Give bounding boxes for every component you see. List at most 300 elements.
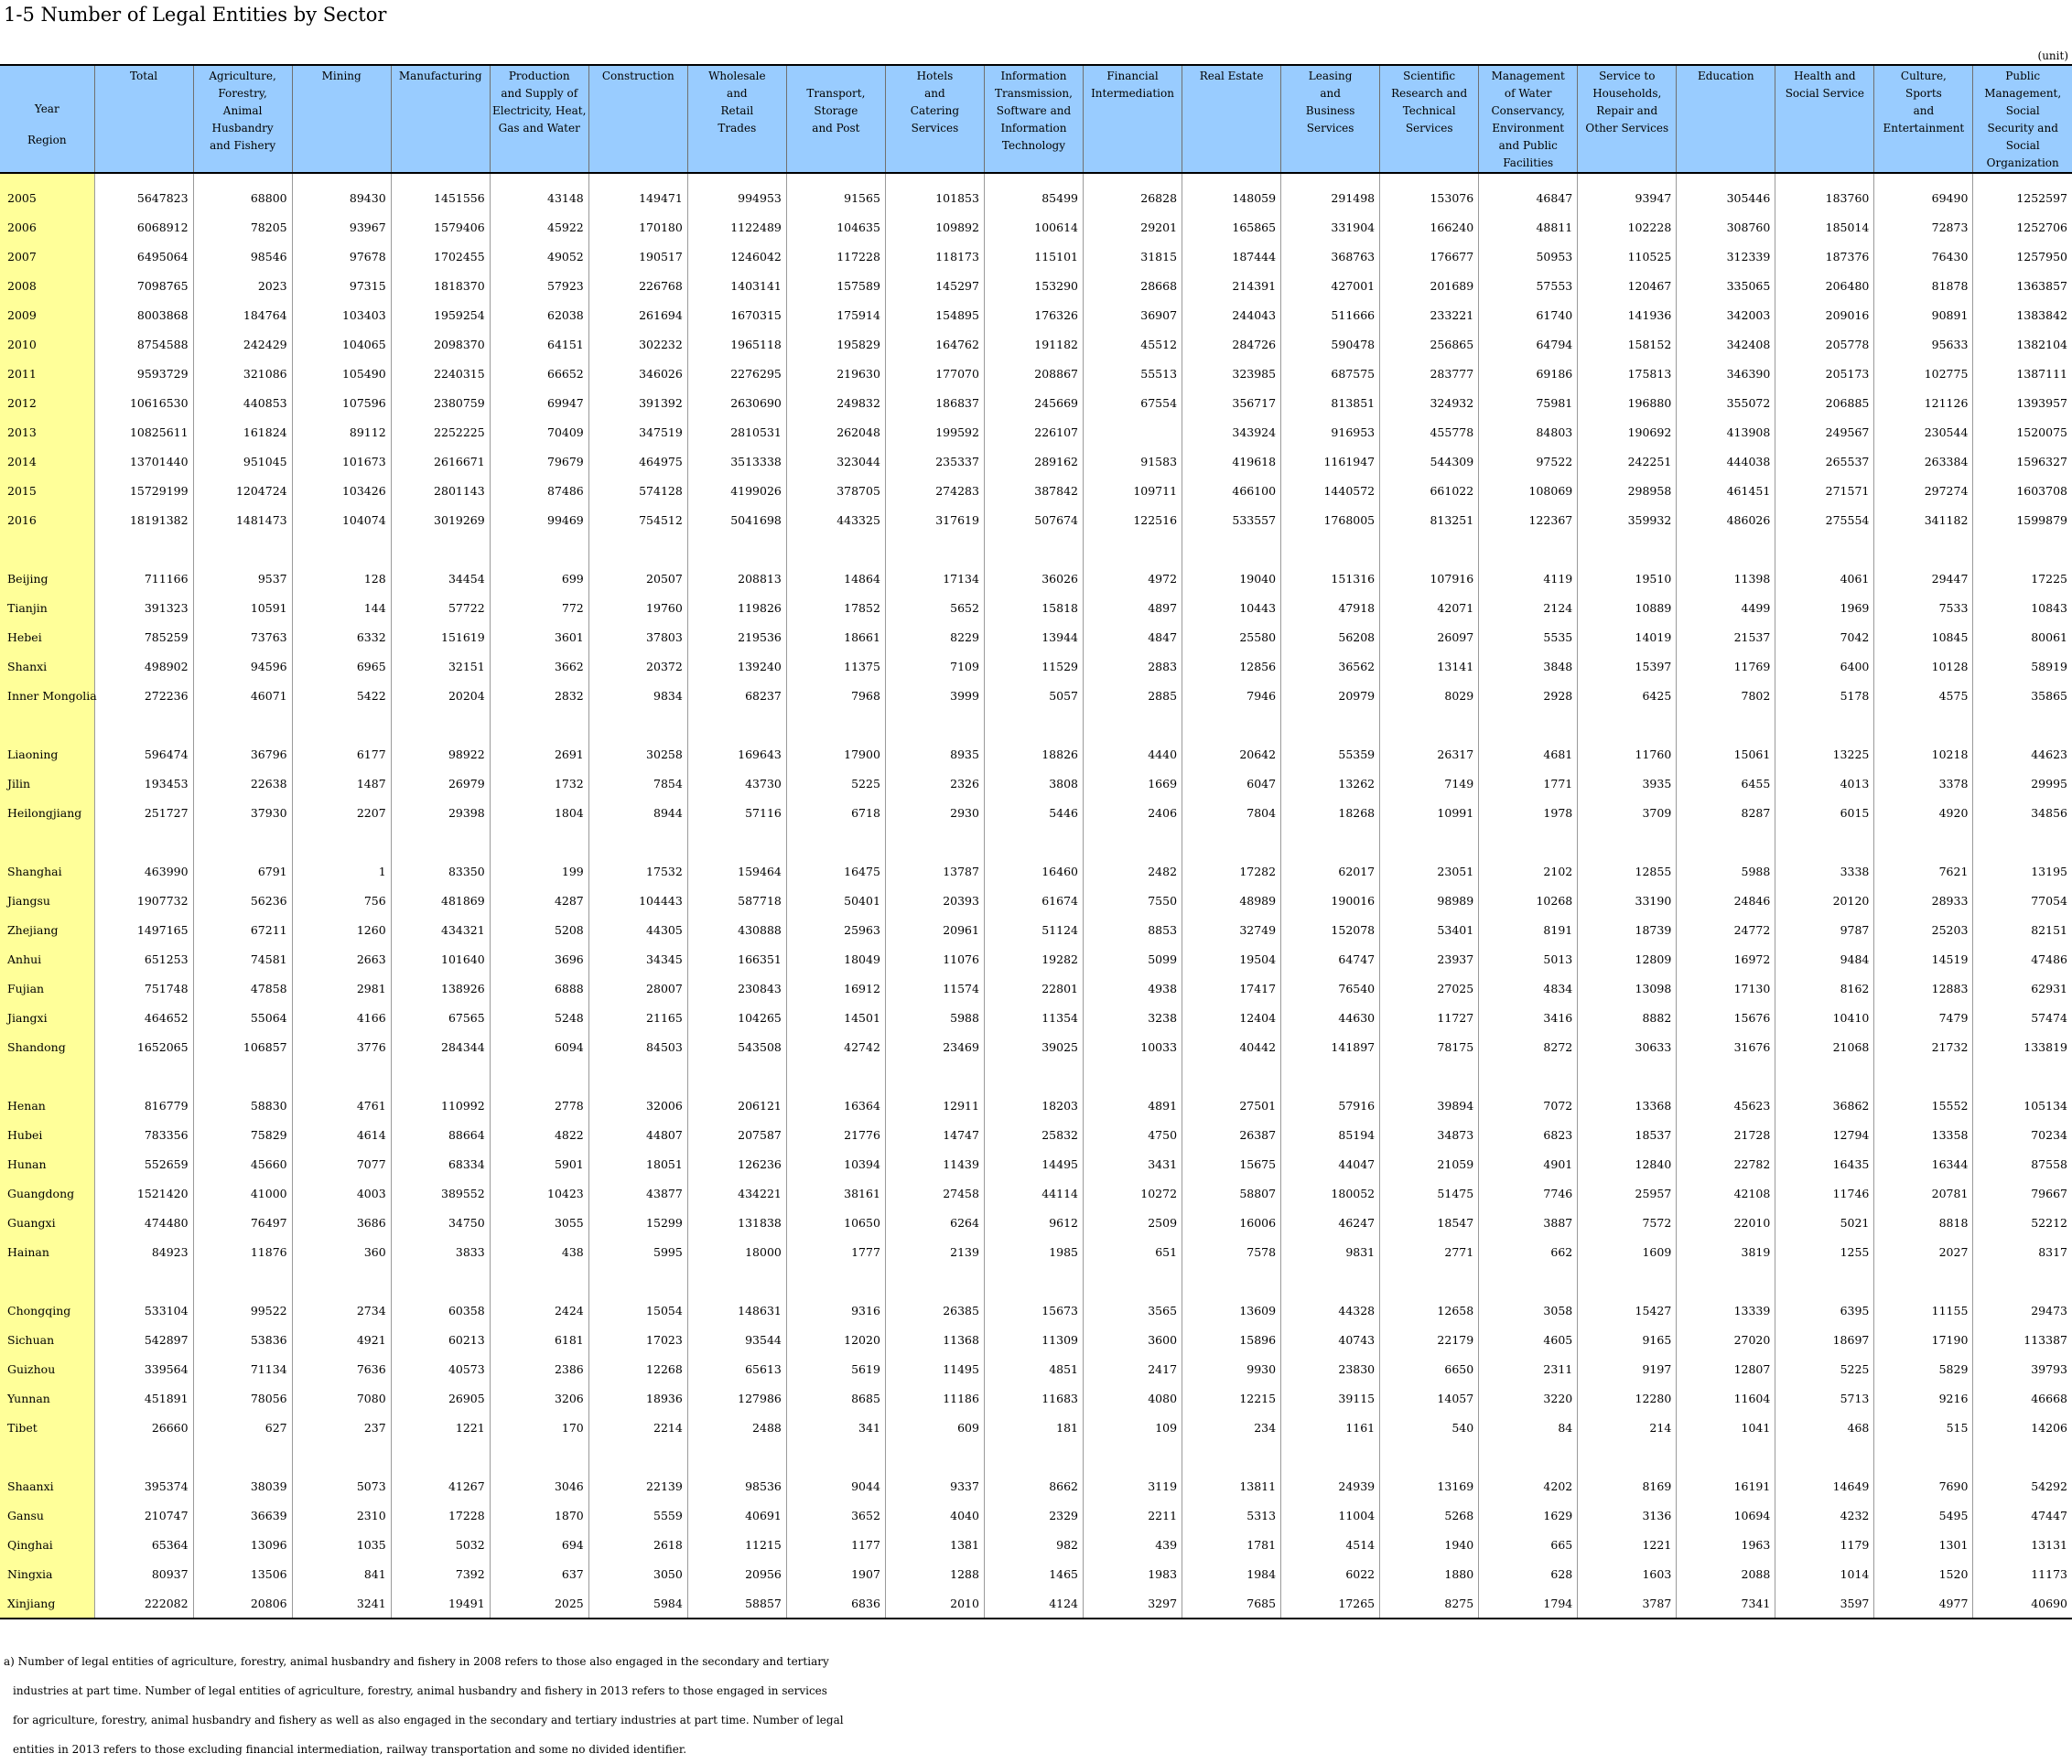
table-cell: 2240315 [391, 359, 490, 388]
table-cell: 33190 [1578, 886, 1677, 915]
table-cell: 4199026 [687, 476, 786, 505]
table-cell: 3136 [1578, 1500, 1677, 1530]
table-cell: 46071 [193, 681, 292, 710]
footnote-line: industries at part time. Number of legal entities of agriculture, forestry, animal husbandry and fishery in 2013 refers to those engaged in services [13, 1684, 827, 1697]
table-cell: 22139 [588, 1471, 687, 1500]
table-cell: 1596327 [1973, 446, 2072, 476]
table-row [0, 651, 2072, 681]
column-header: Manufacturing [391, 65, 490, 173]
table-cell: 3600 [1084, 1325, 1182, 1354]
column-header: Hotels and Catering Services [885, 65, 984, 173]
table-cell: 1440572 [1281, 476, 1380, 505]
table-cell: 9612 [984, 1208, 1083, 1237]
table-cell: 15054 [588, 1296, 687, 1325]
table-cell: 109711 [1084, 476, 1182, 505]
table-cell: 13506 [193, 1559, 292, 1588]
table-cell: 9165 [1578, 1325, 1677, 1354]
table-cell: 12809 [1578, 944, 1677, 973]
table-cell: 37930 [193, 798, 292, 827]
table-cell: 661022 [1380, 476, 1479, 505]
table-row [0, 769, 2072, 798]
table-cell: 1161 [1281, 1413, 1380, 1442]
table-cell: 994953 [687, 183, 786, 212]
table-cell: 10033 [1084, 1032, 1182, 1061]
table-cell: 91565 [786, 183, 885, 212]
table-row [0, 622, 2072, 651]
table-cell: 242429 [193, 329, 292, 359]
table-cell: 222082 [94, 1588, 193, 1619]
table-cell: 275554 [1775, 505, 1874, 534]
table-cell: 772 [490, 593, 588, 622]
table-cell: 6332 [292, 622, 391, 651]
table-cell: 1670315 [687, 300, 786, 329]
table-cell: 12794 [1775, 1120, 1874, 1149]
table-cell: 7685 [1182, 1588, 1281, 1619]
table-cell: 2027 [1874, 1237, 1973, 1266]
table-cell: 8685 [786, 1383, 885, 1413]
row-label: Beijing [0, 564, 94, 593]
table-cell: 53836 [193, 1325, 292, 1354]
table-cell: 28933 [1874, 886, 1973, 915]
table-cell: 628 [1479, 1559, 1578, 1588]
table-cell: 341182 [1874, 505, 1973, 534]
table-cell: 7854 [588, 769, 687, 798]
table-cell: 1255 [1775, 1237, 1874, 1266]
table-cell: 43148 [490, 183, 588, 212]
table-cell: 12883 [1874, 973, 1973, 1003]
table-cell: 56208 [1281, 622, 1380, 651]
table-cell: 209016 [1775, 300, 1874, 329]
table-cell: 486026 [1677, 505, 1775, 534]
table-cell: 17852 [786, 593, 885, 622]
table-cell: 12404 [1182, 1003, 1281, 1032]
table-cell: 2326 [885, 769, 984, 798]
table-cell: 2883 [1084, 651, 1182, 681]
table-cell: 2311 [1479, 1354, 1578, 1383]
table-cell: 20372 [588, 651, 687, 681]
table-cell: 230843 [687, 973, 786, 1003]
table-cell: 511666 [1281, 300, 1380, 329]
table-cell: 687575 [1281, 359, 1380, 388]
table-cell: 13368 [1578, 1091, 1677, 1120]
table-cell: 157589 [786, 271, 885, 300]
table-cell: 107596 [292, 388, 391, 417]
table-cell: 18191382 [94, 505, 193, 534]
table-cell: 105490 [292, 359, 391, 388]
table-cell: 17900 [786, 739, 885, 769]
table-cell: 29201 [1084, 212, 1182, 242]
table-cell: 5032 [391, 1530, 490, 1559]
table-cell: 45623 [1677, 1091, 1775, 1120]
table-cell: 360 [292, 1237, 391, 1266]
table-cell: 3833 [391, 1237, 490, 1266]
table-cell: 74581 [193, 944, 292, 973]
page-title: 1-5 Number of Legal Entities by Sector [4, 4, 387, 26]
table-cell: 1403141 [687, 271, 786, 300]
column-header: Culture, Sports and Entertainment [1874, 65, 1973, 173]
table-cell: 102228 [1578, 212, 1677, 242]
table-cell: 9834 [588, 681, 687, 710]
table-cell: 1 [292, 856, 391, 886]
table-cell: 451891 [94, 1383, 193, 1413]
table-cell: 298958 [1578, 476, 1677, 505]
column-header: Information Transmission, Software and Information Technology [984, 65, 1083, 173]
table-cell: 99469 [490, 505, 588, 534]
table-cell: 38161 [786, 1178, 885, 1208]
table-cell: 2509 [1084, 1208, 1182, 1237]
table-cell: 24939 [1281, 1471, 1380, 1500]
table-cell: 122516 [1084, 505, 1182, 534]
table-cell: 1381 [885, 1530, 984, 1559]
table-cell: 3050 [588, 1559, 687, 1588]
table-cell: 14057 [1380, 1383, 1479, 1413]
table-cell: 6264 [885, 1208, 984, 1237]
table-cell: 11746 [1775, 1178, 1874, 1208]
table-cell: 47918 [1281, 593, 1380, 622]
row-label: Hainan [0, 1237, 94, 1266]
table-cell: 1383842 [1973, 300, 2072, 329]
table-cell: 185014 [1775, 212, 1874, 242]
table-cell: 11215 [687, 1530, 786, 1559]
table-cell: 813251 [1380, 505, 1479, 534]
table-cell: 61740 [1479, 300, 1578, 329]
table-cell: 56236 [193, 886, 292, 915]
row-label: Heilongjiang [0, 798, 94, 827]
table-cell: 756 [292, 886, 391, 915]
table-cell: 4761 [292, 1091, 391, 1120]
table-cell: 1179 [1775, 1530, 1874, 1559]
table-cell: 30633 [1578, 1032, 1677, 1061]
table-cell: 44623 [1973, 739, 2072, 769]
table-cell: 39025 [984, 1032, 1083, 1061]
table-cell: 14206 [1973, 1413, 2072, 1442]
table-cell: 26387 [1182, 1120, 1281, 1149]
table-cell: 208867 [984, 359, 1083, 388]
table-cell: 101640 [391, 944, 490, 973]
table-cell: 7946 [1182, 681, 1281, 710]
table-cell: 145297 [885, 271, 984, 300]
table-cell: 2098370 [391, 329, 490, 359]
table-cell: 180052 [1281, 1178, 1380, 1208]
table-cell: 5268 [1380, 1500, 1479, 1530]
table-cell: 2734 [292, 1296, 391, 1325]
table-cell: 1260 [292, 915, 391, 944]
row-label: Henan [0, 1091, 94, 1120]
table-cell: 4851 [984, 1354, 1083, 1383]
table-cell: 98922 [391, 739, 490, 769]
table-cell: 144 [292, 593, 391, 622]
table-cell: 438 [490, 1237, 588, 1266]
table-cell: 9316 [786, 1296, 885, 1325]
table-cell: 11173 [1973, 1559, 2072, 1588]
table-cell: 4750 [1084, 1120, 1182, 1149]
table-cell: 110525 [1578, 242, 1677, 271]
table-cell: 5652 [885, 593, 984, 622]
table-cell: 195829 [786, 329, 885, 359]
table-cell: 2618 [588, 1530, 687, 1559]
table-cell: 242251 [1578, 446, 1677, 476]
row-label: Guangxi [0, 1208, 94, 1237]
table-cell: 651 [1084, 1237, 1182, 1266]
table-cell: 1965118 [687, 329, 786, 359]
table-cell: 3662 [490, 651, 588, 681]
table-cell: 76497 [193, 1208, 292, 1237]
table-cell: 34873 [1380, 1120, 1479, 1149]
table-cell: 785259 [94, 622, 193, 651]
table-cell: 11495 [885, 1354, 984, 1383]
table-cell: 31676 [1677, 1032, 1775, 1061]
table-cell: 4202 [1479, 1471, 1578, 1500]
table-cell: 346390 [1677, 359, 1775, 388]
table-cell: 841 [292, 1559, 391, 1588]
table-cell: 90891 [1874, 300, 1973, 329]
table-cell: 186837 [885, 388, 984, 417]
table-cell: 18697 [1775, 1325, 1874, 1354]
table-cell: 97678 [292, 242, 391, 271]
table-cell: 29473 [1973, 1296, 2072, 1325]
table-cell: 26660 [94, 1413, 193, 1442]
column-header: Construction [588, 65, 687, 173]
table-cell: 7746 [1479, 1178, 1578, 1208]
table-cell: 16435 [1775, 1149, 1874, 1178]
table-cell: 27025 [1380, 973, 1479, 1003]
table-cell: 76430 [1874, 242, 1973, 271]
table-cell: 42071 [1380, 593, 1479, 622]
table-cell: 10591 [193, 593, 292, 622]
table-cell: 587718 [687, 886, 786, 915]
table-cell: 77054 [1973, 886, 2072, 915]
table-cell: 17130 [1677, 973, 1775, 1003]
row-label: Ningxia [0, 1559, 94, 1588]
table-row [0, 1208, 2072, 1237]
table-cell: 816779 [94, 1091, 193, 1120]
table-cell: 5713 [1775, 1383, 1874, 1413]
table-cell: 15676 [1677, 1003, 1775, 1032]
table-cell: 1579406 [391, 212, 490, 242]
table-cell: 1959254 [391, 300, 490, 329]
table-cell: 26905 [391, 1383, 490, 1413]
table-cell: 93947 [1578, 183, 1677, 212]
table-cell: 272236 [94, 681, 193, 710]
table-cell: 1246042 [687, 242, 786, 271]
table-cell: 7550 [1084, 886, 1182, 915]
table-cell: 169643 [687, 739, 786, 769]
table-cell: 27020 [1677, 1325, 1775, 1354]
table-row [0, 1325, 2072, 1354]
table-cell: 1451556 [391, 183, 490, 212]
table-cell: 378705 [786, 476, 885, 505]
table-cell: 244043 [1182, 300, 1281, 329]
column-header: Public Management, Social Security and Social Organization [1973, 65, 2072, 173]
table-cell: 98546 [193, 242, 292, 271]
table-cell: 158152 [1578, 329, 1677, 359]
table-cell: 468 [1775, 1413, 1874, 1442]
table-cell: 3206 [490, 1383, 588, 1413]
table-cell: 57116 [687, 798, 786, 827]
table-cell: 4681 [1479, 739, 1578, 769]
table-cell: 151316 [1281, 564, 1380, 593]
table-cell: 36639 [193, 1500, 292, 1530]
table-cell: 3999 [885, 681, 984, 710]
table-cell: 23937 [1380, 944, 1479, 973]
table-cell: 5248 [490, 1003, 588, 1032]
table-cell: 89430 [292, 183, 391, 212]
table-cell: 83350 [391, 856, 490, 886]
table-cell: 234 [1182, 1413, 1281, 1442]
table-cell: 8317 [1973, 1237, 2072, 1266]
table-cell: 2663 [292, 944, 391, 973]
table-cell: 8944 [588, 798, 687, 827]
table-cell: 13096 [193, 1530, 292, 1559]
table-cell: 57923 [490, 271, 588, 300]
region-label: Region [27, 134, 67, 146]
table-cell: 36907 [1084, 300, 1182, 329]
table-cell: 6791 [193, 856, 292, 886]
table-cell: 4605 [1479, 1325, 1578, 1354]
table-cell: 109 [1084, 1413, 1182, 1442]
table-cell: 11186 [885, 1383, 984, 1413]
table-cell: 126236 [687, 1149, 786, 1178]
table-cell: 65613 [687, 1354, 786, 1383]
table-cell: 6015 [1775, 798, 1874, 827]
table-cell: 3055 [490, 1208, 588, 1237]
table-cell: 3565 [1084, 1296, 1182, 1325]
table-cell: 9787 [1775, 915, 1874, 944]
table-row [0, 271, 2072, 300]
header-row [0, 65, 2072, 173]
table-cell: 14747 [885, 1120, 984, 1149]
row-label: Yunnan [0, 1383, 94, 1413]
table-row [0, 739, 2072, 769]
table-cell: 11375 [786, 651, 885, 681]
footnote-line: for agriculture, forestry, animal husbandry and fishery as well as also engaged in the secondary and tertiary industries at part time. Number of legal [13, 1714, 844, 1726]
table-cell: 7392 [391, 1559, 490, 1588]
table-cell: 8754588 [94, 329, 193, 359]
table-cell: 16460 [984, 856, 1083, 886]
footnote-line: a) Number of legal entities of agriculture, forestry, animal husbandry and fishery in 2008 refers to those also engaged in the secondary and tertiary [4, 1655, 829, 1668]
table-cell: 533557 [1182, 505, 1281, 534]
table-cell: 20956 [687, 1559, 786, 1588]
table-cell: 2488 [687, 1413, 786, 1442]
table-cell: 544309 [1380, 446, 1479, 476]
table-cell: 2380759 [391, 388, 490, 417]
table-cell: 120467 [1578, 271, 1677, 300]
table-cell: 498902 [94, 651, 193, 681]
table-cell: 35865 [1973, 681, 2072, 710]
table-cell: 139240 [687, 651, 786, 681]
row-label: Liaoning [0, 739, 94, 769]
row-label: 2012 [0, 388, 94, 417]
table-cell: 1177 [786, 1530, 885, 1559]
table-cell: 22179 [1380, 1325, 1479, 1354]
table-cell: 2010 [885, 1588, 984, 1619]
column-header: Financial Intermediation [1084, 65, 1182, 173]
table-cell: 7072 [1479, 1091, 1578, 1120]
table-cell: 20781 [1874, 1178, 1973, 1208]
table-cell: 69186 [1479, 359, 1578, 388]
table-cell: 62038 [490, 300, 588, 329]
table-cell: 540 [1380, 1413, 1479, 1442]
table-cell: 18203 [984, 1091, 1083, 1120]
table-cell [1084, 417, 1182, 446]
table-cell: 148631 [687, 1296, 786, 1325]
table-cell: 12215 [1182, 1383, 1281, 1413]
table-cell: 88664 [391, 1120, 490, 1149]
table-cell: 53401 [1380, 915, 1479, 944]
table-cell: 15673 [984, 1296, 1083, 1325]
table-row [0, 446, 2072, 476]
table-cell: 2139 [885, 1237, 984, 1266]
table-cell: 141936 [1578, 300, 1677, 329]
row-label: 2013 [0, 417, 94, 446]
table-cell: 8818 [1874, 1208, 1973, 1237]
table-cell: 2482 [1084, 856, 1182, 886]
table-cell: 80061 [1973, 622, 2072, 651]
table-cell: 67554 [1084, 388, 1182, 417]
table-cell: 3119 [1084, 1471, 1182, 1500]
table-cell: 289162 [984, 446, 1083, 476]
table-cell: 5901 [490, 1149, 588, 1178]
table-cell: 10694 [1677, 1500, 1775, 1530]
table-cell: 4061 [1775, 564, 1874, 593]
table-cell: 3046 [490, 1471, 588, 1500]
table-cell: 18049 [786, 944, 885, 973]
table-cell: 5099 [1084, 944, 1182, 973]
table-cell: 9337 [885, 1471, 984, 1500]
table-cell: 24846 [1677, 886, 1775, 915]
table-cell: 27501 [1182, 1091, 1281, 1120]
table-cell: 166240 [1380, 212, 1479, 242]
table-cell: 95633 [1874, 329, 1973, 359]
table-cell: 20961 [885, 915, 984, 944]
table-cell: 5988 [1677, 856, 1775, 886]
table-cell: 19504 [1182, 944, 1281, 973]
table-cell: 5041698 [687, 505, 786, 534]
table-cell: 10845 [1874, 622, 1973, 651]
table-cell: 219630 [786, 359, 885, 388]
table-cell: 251727 [94, 798, 193, 827]
table-cell: 91583 [1084, 446, 1182, 476]
table-cell: 98536 [687, 1471, 786, 1500]
table-cell: 387842 [984, 476, 1083, 505]
table-cell: 20393 [885, 886, 984, 915]
table-cell: 43877 [588, 1178, 687, 1208]
table-cell: 7533 [1874, 593, 1973, 622]
row-label: 2011 [0, 359, 94, 388]
table-cell: 75981 [1479, 388, 1578, 417]
table-cell: 42742 [786, 1032, 885, 1061]
table-cell: 430888 [687, 915, 786, 944]
table-cell: 323044 [786, 446, 885, 476]
table-cell: 1497165 [94, 915, 193, 944]
table-cell: 133819 [1973, 1032, 2072, 1061]
table-cell: 711166 [94, 564, 193, 593]
row-label: 2007 [0, 242, 94, 271]
table-cell: 23830 [1281, 1354, 1380, 1383]
table-cell: 2930 [885, 798, 984, 827]
table-cell: 103426 [292, 476, 391, 505]
column-header: Wholesale and Retail Trades [687, 65, 786, 173]
table-cell: 21728 [1677, 1120, 1775, 1149]
table-cell: 175813 [1578, 359, 1677, 388]
table-cell: 4834 [1479, 973, 1578, 1003]
table-cell: 58830 [193, 1091, 292, 1120]
table-cell: 12911 [885, 1091, 984, 1120]
table-cell: 542897 [94, 1325, 193, 1354]
row-label: 2008 [0, 271, 94, 300]
table-cell: 507674 [984, 505, 1083, 534]
table-row [0, 359, 2072, 388]
